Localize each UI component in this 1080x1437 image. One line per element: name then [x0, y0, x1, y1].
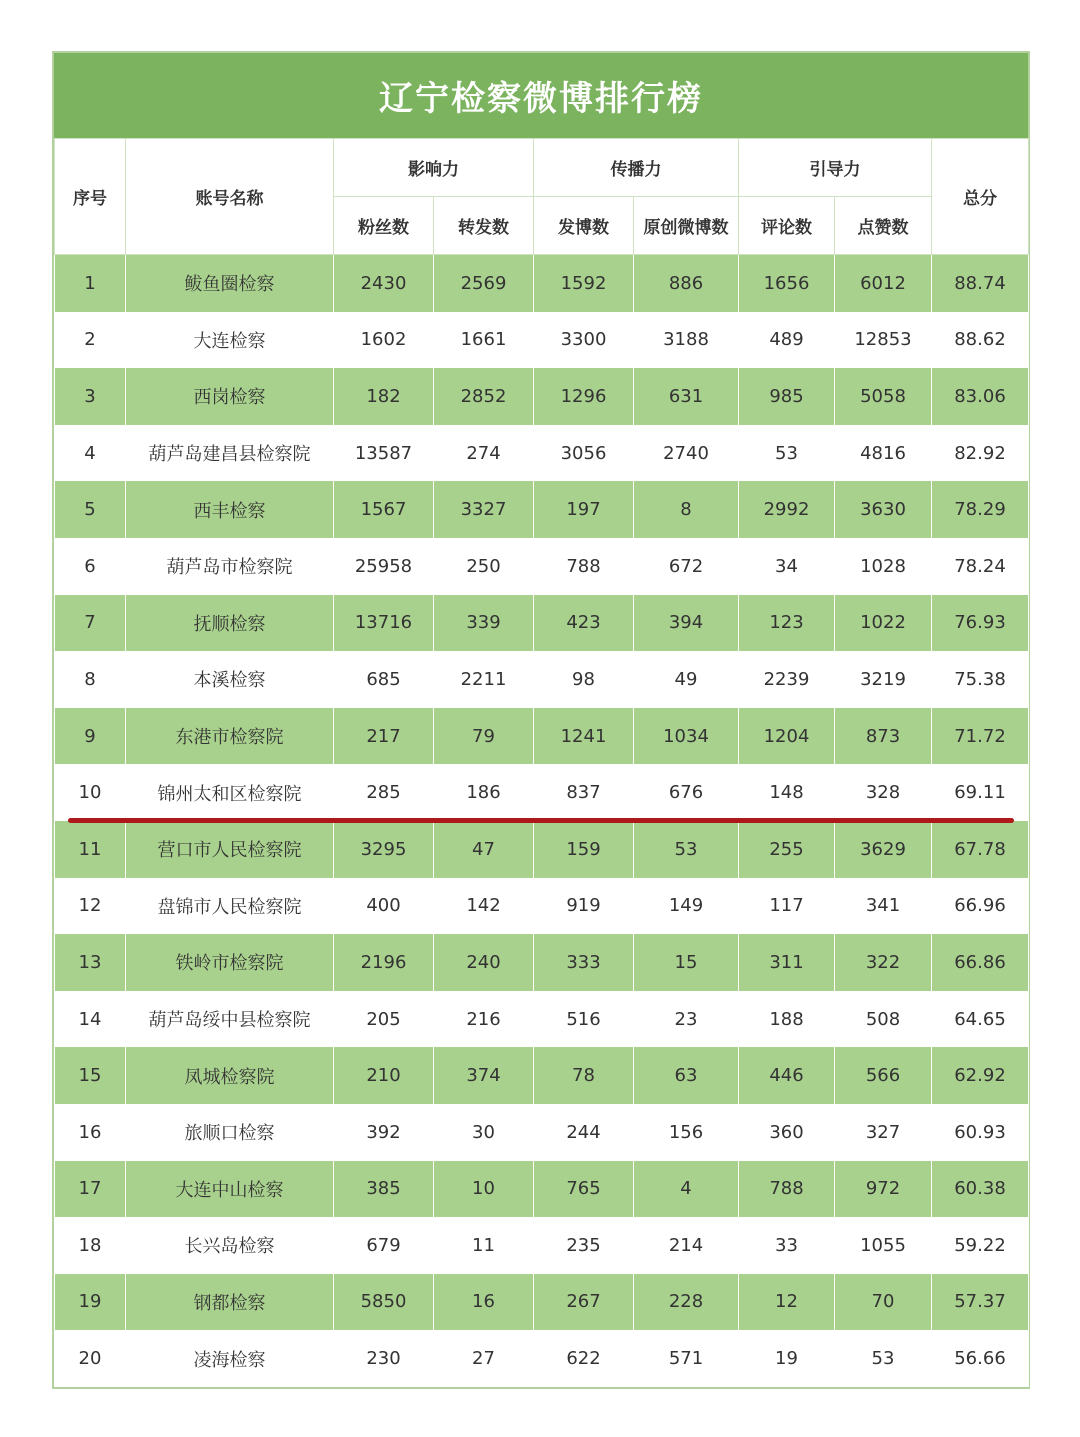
table-row [55, 1161, 1029, 1218]
cell-posts: 423 [534, 595, 634, 652]
cell-total: 67.78 [932, 821, 1029, 878]
cell-original: 49 [634, 651, 739, 708]
cell-total: 76.93 [932, 595, 1029, 652]
table-row [55, 1047, 1029, 1104]
cell-rank: 11 [55, 821, 126, 878]
header-account: 账号名称 [126, 139, 334, 255]
cell-original: 1034 [634, 708, 739, 765]
cell-original: 53 [634, 821, 739, 878]
cell-rank: 14 [55, 991, 126, 1048]
cell-account: 凌海检察 [126, 1330, 334, 1387]
cell-likes: 508 [835, 991, 932, 1048]
cell-original: 15 [634, 934, 739, 991]
cell-comments: 148 [739, 764, 835, 821]
cell-likes: 972 [835, 1161, 932, 1218]
cell-reposts: 10 [434, 1161, 534, 1218]
cell-original: 149 [634, 878, 739, 935]
header-rank: 序号 [55, 139, 126, 255]
cell-original: 631 [634, 368, 739, 425]
cell-posts: 267 [534, 1274, 634, 1331]
header-reposts: 转发数 [434, 197, 534, 255]
cell-fans: 205 [334, 991, 434, 1048]
table-row [55, 481, 1029, 538]
cell-comments: 311 [739, 934, 835, 991]
cell-fans: 385 [334, 1161, 434, 1218]
cell-likes: 566 [835, 1047, 932, 1104]
cell-comments: 12 [739, 1274, 835, 1331]
cell-total: 88.74 [932, 255, 1029, 312]
table-row [55, 651, 1029, 708]
cell-fans: 679 [334, 1217, 434, 1274]
cell-likes: 6012 [835, 255, 932, 312]
cell-reposts: 2569 [434, 255, 534, 312]
cell-likes: 322 [835, 934, 932, 991]
cell-fans: 210 [334, 1047, 434, 1104]
cell-fans: 1567 [334, 481, 434, 538]
cell-rank: 16 [55, 1104, 126, 1161]
cell-likes: 5058 [835, 368, 932, 425]
table-row [55, 821, 1029, 878]
cell-original: 2740 [634, 425, 739, 482]
cell-rank: 18 [55, 1217, 126, 1274]
table-title: 辽宁检察微博排行榜 [54, 53, 1028, 138]
cell-total: 64.65 [932, 991, 1029, 1048]
cell-posts: 765 [534, 1161, 634, 1218]
cell-total: 59.22 [932, 1217, 1029, 1274]
ranking-table [54, 138, 1029, 1387]
cell-posts: 333 [534, 934, 634, 991]
cell-comments: 34 [739, 538, 835, 595]
cell-account: 铁岭市检察院 [126, 934, 334, 991]
cell-total: 60.38 [932, 1161, 1029, 1218]
cell-likes: 4816 [835, 425, 932, 482]
cell-reposts: 250 [434, 538, 534, 595]
header-original: 原创微博数 [634, 197, 739, 255]
cell-fans: 392 [334, 1104, 434, 1161]
cell-comments: 19 [739, 1330, 835, 1387]
cell-account: 鲅鱼圈检察 [126, 255, 334, 312]
cell-likes: 1022 [835, 595, 932, 652]
cell-account: 营口市人民检察院 [126, 821, 334, 878]
cell-rank: 2 [55, 312, 126, 369]
cell-account: 凤城检察院 [126, 1047, 334, 1104]
table-row [55, 425, 1029, 482]
cell-rank: 13 [55, 934, 126, 991]
cell-likes: 53 [835, 1330, 932, 1387]
cell-rank: 9 [55, 708, 126, 765]
cell-posts: 1241 [534, 708, 634, 765]
cell-likes: 341 [835, 878, 932, 935]
cell-comments: 123 [739, 595, 835, 652]
cell-fans: 182 [334, 368, 434, 425]
cell-posts: 837 [534, 764, 634, 821]
cell-posts: 788 [534, 538, 634, 595]
cell-original: 156 [634, 1104, 739, 1161]
cell-original: 394 [634, 595, 739, 652]
cell-original: 571 [634, 1330, 739, 1387]
table-row [55, 764, 1029, 821]
cell-original: 3188 [634, 312, 739, 369]
cell-posts: 159 [534, 821, 634, 878]
cell-total: 66.86 [932, 934, 1029, 991]
cell-total: 57.37 [932, 1274, 1029, 1331]
cell-total: 78.24 [932, 538, 1029, 595]
cell-reposts: 3327 [434, 481, 534, 538]
cell-account: 旅顺口检察 [126, 1104, 334, 1161]
cell-posts: 235 [534, 1217, 634, 1274]
cell-fans: 1602 [334, 312, 434, 369]
cell-rank: 3 [55, 368, 126, 425]
table-row [55, 312, 1029, 369]
cell-comments: 489 [739, 312, 835, 369]
cell-original: 8 [634, 481, 739, 538]
header-posts: 发博数 [534, 197, 634, 255]
cell-comments: 1204 [739, 708, 835, 765]
cell-reposts: 27 [434, 1330, 534, 1387]
cell-account: 西岗检察 [126, 368, 334, 425]
cell-rank: 7 [55, 595, 126, 652]
cell-account: 钢都检察 [126, 1274, 334, 1331]
cell-comments: 33 [739, 1217, 835, 1274]
cell-comments: 360 [739, 1104, 835, 1161]
cell-fans: 685 [334, 651, 434, 708]
cell-reposts: 142 [434, 878, 534, 935]
header-influence: 影响力 [334, 139, 534, 197]
cell-rank: 6 [55, 538, 126, 595]
cell-rank: 19 [55, 1274, 126, 1331]
table-row [55, 991, 1029, 1048]
cell-comments: 188 [739, 991, 835, 1048]
cell-likes: 328 [835, 764, 932, 821]
header-spread: 传播力 [534, 139, 739, 197]
cell-account: 西丰检察 [126, 481, 334, 538]
cell-reposts: 339 [434, 595, 534, 652]
cell-likes: 327 [835, 1104, 932, 1161]
cell-rank: 15 [55, 1047, 126, 1104]
cell-reposts: 2852 [434, 368, 534, 425]
cell-posts: 98 [534, 651, 634, 708]
cell-posts: 919 [534, 878, 634, 935]
cell-original: 672 [634, 538, 739, 595]
cell-comments: 255 [739, 821, 835, 878]
cell-fans: 25958 [334, 538, 434, 595]
cell-reposts: 2211 [434, 651, 534, 708]
cell-rank: 12 [55, 878, 126, 935]
cell-original: 676 [634, 764, 739, 821]
header-total: 总分 [932, 139, 1029, 255]
cell-posts: 3056 [534, 425, 634, 482]
table-row [55, 255, 1029, 312]
cell-account: 本溪检察 [126, 651, 334, 708]
header-comments: 评论数 [739, 197, 835, 255]
cell-fans: 13587 [334, 425, 434, 482]
cell-fans: 217 [334, 708, 434, 765]
cell-original: 63 [634, 1047, 739, 1104]
cell-reposts: 11 [434, 1217, 534, 1274]
cell-comments: 53 [739, 425, 835, 482]
ranking-table-card [52, 51, 1030, 1389]
cell-reposts: 274 [434, 425, 534, 482]
cell-comments: 446 [739, 1047, 835, 1104]
cell-comments: 1656 [739, 255, 835, 312]
cell-posts: 1592 [534, 255, 634, 312]
cell-fans: 2430 [334, 255, 434, 312]
cell-likes: 70 [835, 1274, 932, 1331]
table-row [55, 1274, 1029, 1331]
table-row [55, 878, 1029, 935]
cell-account: 东港市检察院 [126, 708, 334, 765]
cell-fans: 3295 [334, 821, 434, 878]
cell-likes: 873 [835, 708, 932, 765]
cell-comments: 2992 [739, 481, 835, 538]
cell-likes: 1028 [835, 538, 932, 595]
cell-reposts: 240 [434, 934, 534, 991]
cell-reposts: 186 [434, 764, 534, 821]
cell-reposts: 47 [434, 821, 534, 878]
cell-total: 60.93 [932, 1104, 1029, 1161]
cell-fans: 5850 [334, 1274, 434, 1331]
cell-original: 228 [634, 1274, 739, 1331]
cell-account: 锦州太和区检察院 [126, 764, 334, 821]
cell-posts: 197 [534, 481, 634, 538]
cell-comments: 788 [739, 1161, 835, 1218]
cell-total: 83.06 [932, 368, 1029, 425]
cell-total: 75.38 [932, 651, 1029, 708]
cell-original: 23 [634, 991, 739, 1048]
cell-total: 78.29 [932, 481, 1029, 538]
cell-account: 盘锦市人民检察院 [126, 878, 334, 935]
cell-posts: 244 [534, 1104, 634, 1161]
cell-rank: 17 [55, 1161, 126, 1218]
cell-fans: 400 [334, 878, 434, 935]
cell-total: 66.96 [932, 878, 1029, 935]
cell-total: 82.92 [932, 425, 1029, 482]
table-row [55, 1330, 1029, 1387]
cell-reposts: 374 [434, 1047, 534, 1104]
cell-account: 大连检察 [126, 312, 334, 369]
cell-total: 56.66 [932, 1330, 1029, 1387]
cell-account: 葫芦岛建昌县检察院 [126, 425, 334, 482]
cell-original: 4 [634, 1161, 739, 1218]
cell-fans: 2196 [334, 934, 434, 991]
table-row [55, 595, 1029, 652]
table-row [55, 934, 1029, 991]
cell-original: 886 [634, 255, 739, 312]
cell-likes: 12853 [835, 312, 932, 369]
cell-reposts: 1661 [434, 312, 534, 369]
cell-rank: 1 [55, 255, 126, 312]
cell-account: 长兴岛检察 [126, 1217, 334, 1274]
cell-reposts: 216 [434, 991, 534, 1048]
cell-original: 214 [634, 1217, 739, 1274]
cell-comments: 2239 [739, 651, 835, 708]
table-row [55, 538, 1029, 595]
header-fans: 粉丝数 [334, 197, 434, 255]
cell-total: 69.11 [932, 764, 1029, 821]
cell-reposts: 30 [434, 1104, 534, 1161]
cell-rank: 4 [55, 425, 126, 482]
cell-rank: 8 [55, 651, 126, 708]
cell-fans: 13716 [334, 595, 434, 652]
cell-account: 葫芦岛市检察院 [126, 538, 334, 595]
cell-rank: 10 [55, 764, 126, 821]
cell-posts: 3300 [534, 312, 634, 369]
table-row [55, 1104, 1029, 1161]
cell-posts: 1296 [534, 368, 634, 425]
cell-comments: 117 [739, 878, 835, 935]
cell-total: 88.62 [932, 312, 1029, 369]
header-likes: 点赞数 [835, 197, 932, 255]
cell-account: 抚顺检察 [126, 595, 334, 652]
table-row [55, 368, 1029, 425]
top10-divider-line [68, 818, 1014, 823]
cell-rank: 20 [55, 1330, 126, 1387]
cell-rank: 5 [55, 481, 126, 538]
cell-likes: 3629 [835, 821, 932, 878]
cell-comments: 985 [739, 368, 835, 425]
table-row [55, 1217, 1029, 1274]
cell-likes: 3219 [835, 651, 932, 708]
cell-account: 大连中山检察 [126, 1161, 334, 1218]
cell-reposts: 79 [434, 708, 534, 765]
cell-reposts: 16 [434, 1274, 534, 1331]
cell-likes: 1055 [835, 1217, 932, 1274]
cell-fans: 230 [334, 1330, 434, 1387]
cell-posts: 622 [534, 1330, 634, 1387]
cell-fans: 285 [334, 764, 434, 821]
cell-posts: 516 [534, 991, 634, 1048]
table-row [55, 708, 1029, 765]
header-guidance: 引导力 [739, 139, 932, 197]
cell-posts: 78 [534, 1047, 634, 1104]
cell-total: 71.72 [932, 708, 1029, 765]
cell-account: 葫芦岛绥中县检察院 [126, 991, 334, 1048]
cell-total: 62.92 [932, 1047, 1029, 1104]
cell-likes: 3630 [835, 481, 932, 538]
